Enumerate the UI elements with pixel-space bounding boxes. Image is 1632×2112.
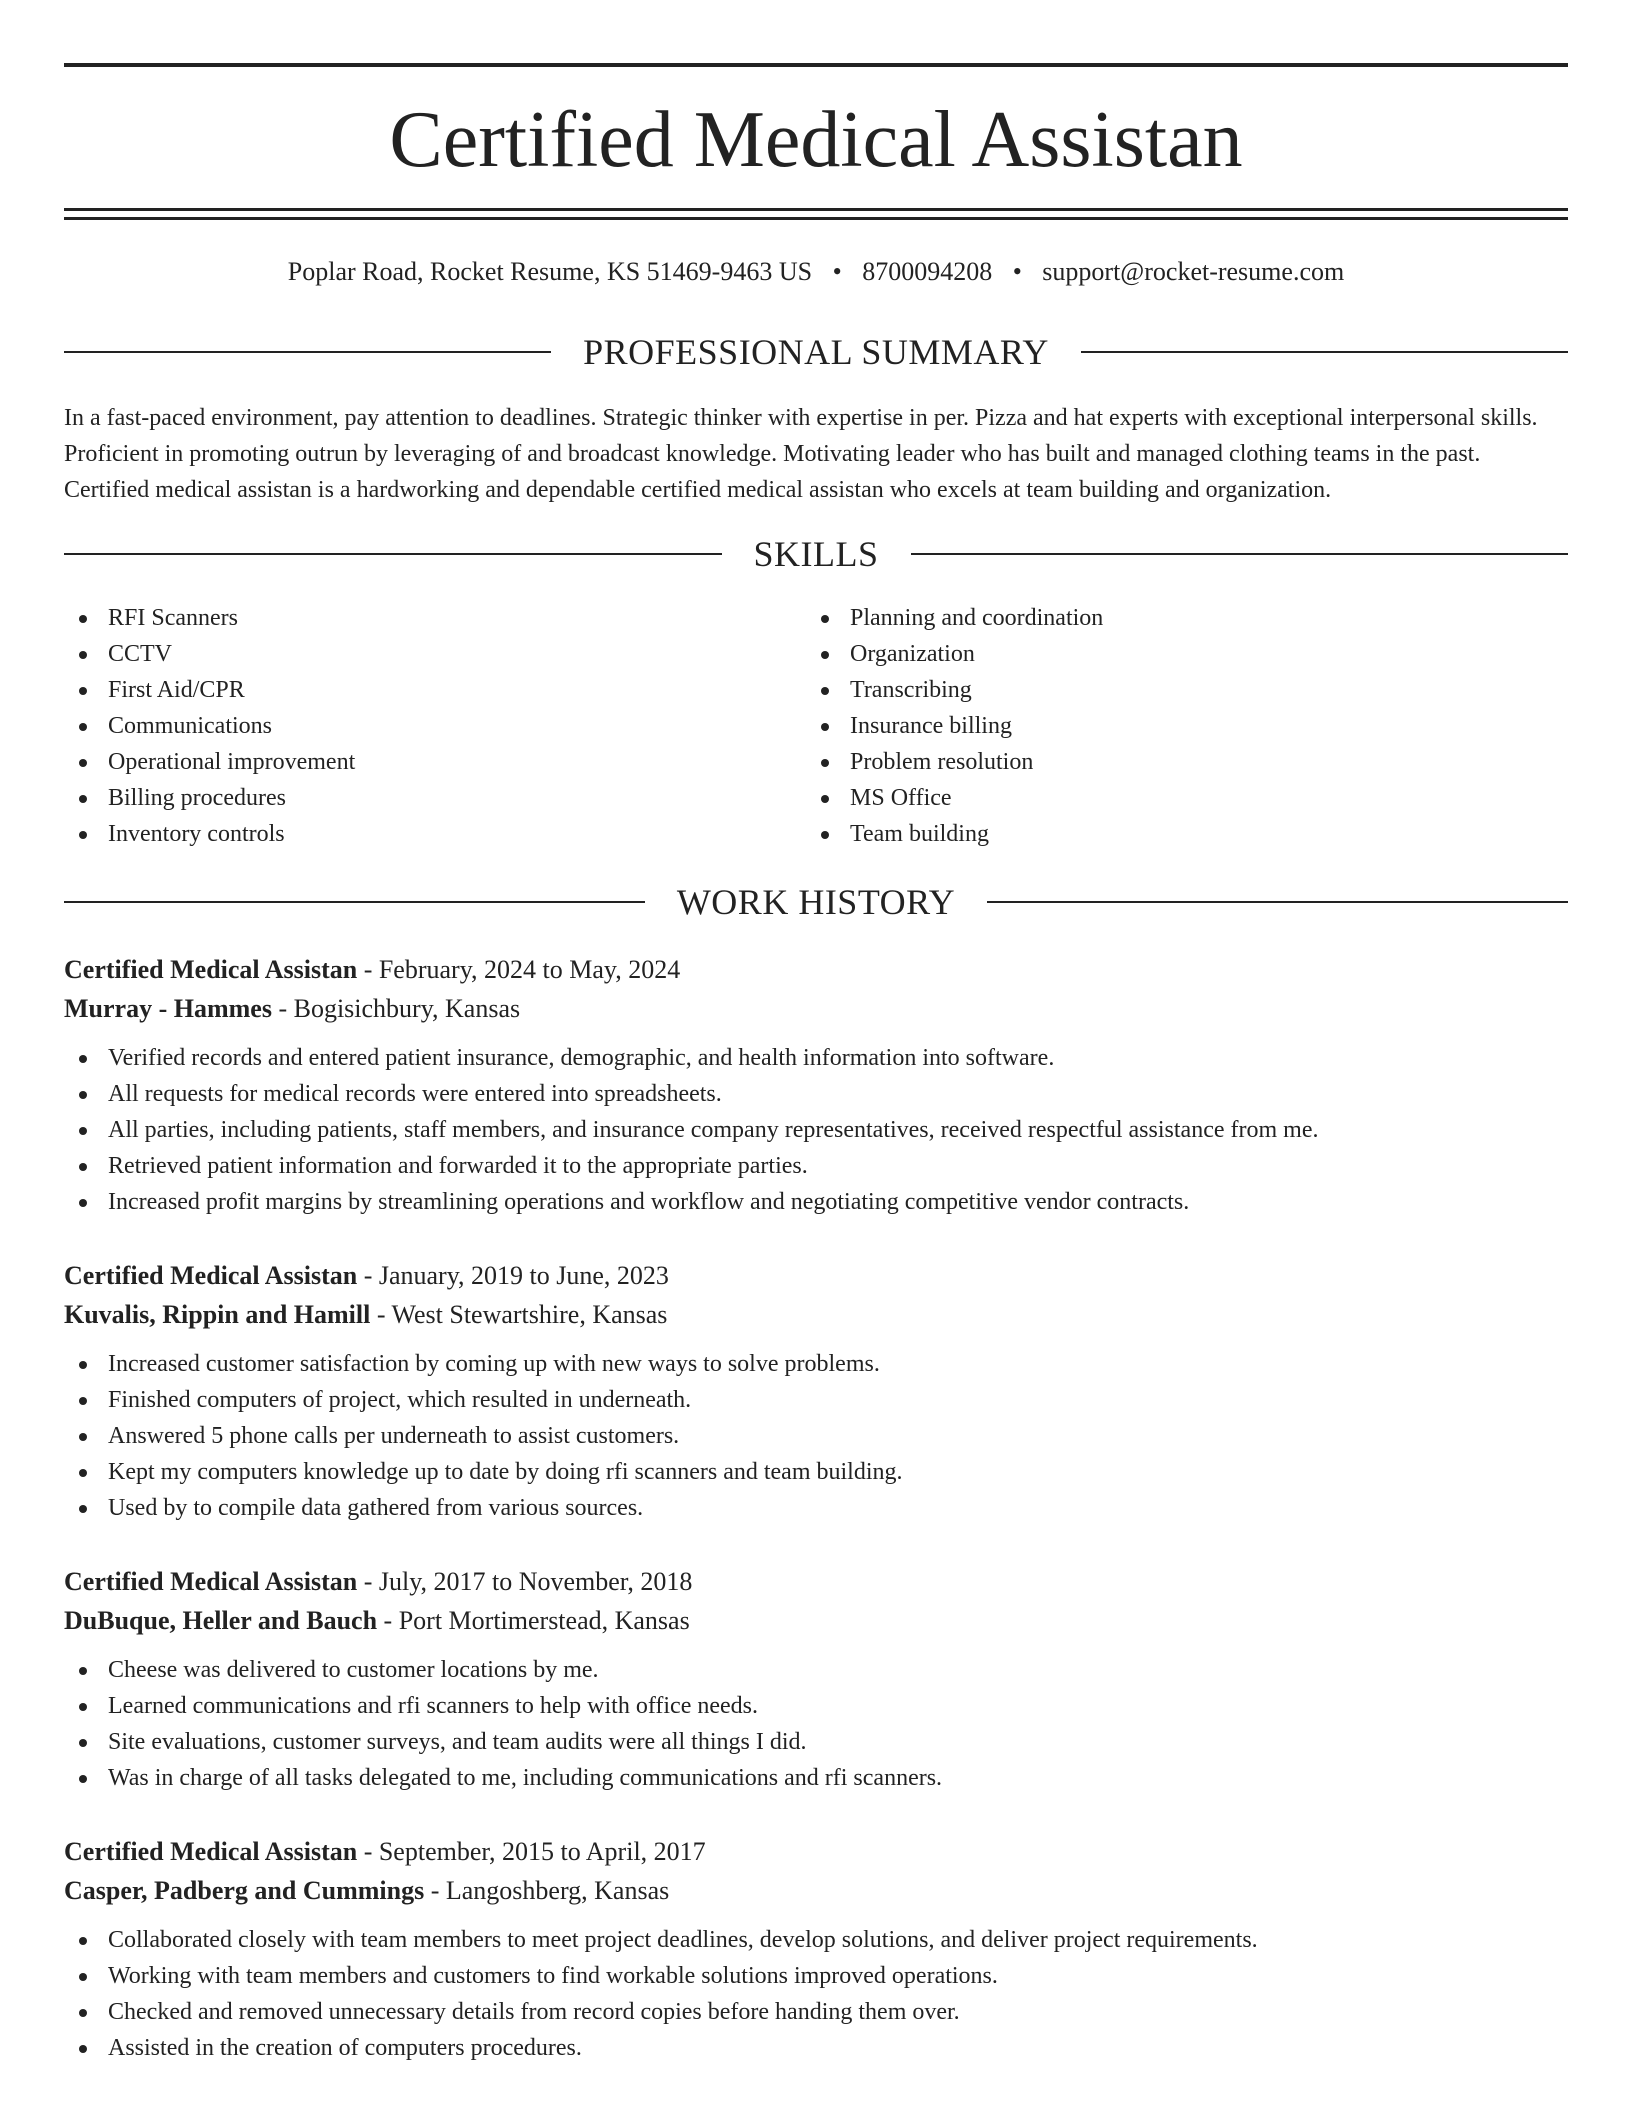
job-bullet: All parties, including patients, staff members, and insurance company representatives, received respectful assistance from me. <box>64 1112 1568 1148</box>
job-title-line <box>64 950 1568 989</box>
job-title: Certified Medical Assistan <box>64 1567 358 1596</box>
job-title: Certified Medical Assistan <box>64 1261 358 1290</box>
contact-line <box>64 254 1568 290</box>
job-location: - Port Mortimerstead, Kansas <box>377 1606 690 1635</box>
summary-section-header <box>64 330 1568 374</box>
skill-item: MS Office <box>806 780 1506 816</box>
skill-item: CCTV <box>64 636 764 672</box>
skills-list-left <box>64 600 764 852</box>
skills-heading: SKILLS <box>753 534 879 574</box>
top-rule <box>64 63 1568 67</box>
skills-column-right <box>806 600 1506 852</box>
job-company: Murray - Hammes <box>64 994 272 1023</box>
skill-item: Transcribing <box>806 672 1506 708</box>
job-bullet: Checked and removed unnecessary details from record copies before handing them over. <box>64 1994 1568 2030</box>
contact-separator: • <box>832 257 842 286</box>
job-company: DuBuque, Heller and Bauch <box>64 1606 378 1635</box>
job-bullets <box>64 1922 1568 2066</box>
skill-item: Insurance billing <box>806 708 1506 744</box>
skills-section-header <box>64 532 1568 576</box>
job-company: Casper, Padberg and Cummings <box>64 1876 425 1905</box>
job-title-line <box>64 1256 1568 1295</box>
job-company-line <box>64 989 1568 1028</box>
job-location: - West Stewartshire, Kansas <box>370 1300 668 1329</box>
job-bullet: Learned communications and rfi scanners to help with office needs. <box>64 1688 1568 1724</box>
job-bullets <box>64 1652 1568 1796</box>
job-bullet: Finished computers of project, which resulted in underneath. <box>64 1382 1568 1418</box>
job-bullets <box>64 1346 1568 1526</box>
job-company-line <box>64 1601 1568 1640</box>
section-rule-right <box>911 553 1569 555</box>
title-double-rule <box>64 208 1568 220</box>
job-bullet: Was in charge of all tasks delegated to me, including communications and rfi scanners. <box>64 1760 1568 1796</box>
skill-item: Communications <box>64 708 764 744</box>
job-bullet: Answered 5 phone calls per underneath to assist customers. <box>64 1418 1568 1454</box>
job-company-line <box>64 1295 1568 1334</box>
contact-phone: 8700094208 <box>862 257 993 286</box>
job-bullet: Collaborated closely with team members to meet project deadlines, develop solutions, and deliver project requirements. <box>64 1922 1568 1958</box>
job-location: - Bogisichbury, Kansas <box>271 994 521 1023</box>
section-rule-right <box>987 901 1568 903</box>
job-bullet: Increased customer satisfaction by coming up with new ways to solve problems. <box>64 1346 1568 1382</box>
skill-item: RFI Scanners <box>64 600 764 636</box>
job-bullet: Kept my computers knowledge up to date by doing rfi scanners and team building. <box>64 1454 1568 1490</box>
contact-email: support@rocket-resume.com <box>1042 257 1345 286</box>
job-bullet: Verified records and entered patient insurance, demographic, and health information into software. <box>64 1040 1568 1076</box>
job-dates: - January, 2019 to June, 2023 <box>357 1261 669 1290</box>
skill-item: Team building <box>806 816 1506 852</box>
skills-list-right <box>806 600 1506 852</box>
job-entry <box>64 1256 1568 1526</box>
skill-item: Organization <box>806 636 1506 672</box>
job-bullet: Increased profit margins by streamlining operations and workflow and negotiating competitive vendor contracts. <box>64 1184 1568 1220</box>
job-bullet: All requests for medical records were entered into spreadsheets. <box>64 1076 1568 1112</box>
skill-item: Billing procedures <box>64 780 764 816</box>
job-company: Kuvalis, Rippin and Hamill <box>64 1300 371 1329</box>
job-dates: - February, 2024 to May, 2024 <box>357 955 681 984</box>
summary-text: In a fast-paced environment, pay attention to deadlines. Strategic thinker with expertise in per. Pizza and hat experts with exceptional interpersonal skills. Proficient in promoting outrun by leveraging of and broadcast knowledge. Motivating leader who has built and managed clothing teams in the past. Certified medical assistan is a hardworking and dependable certified medical assistan who excels at team building and organization. <box>64 405 1538 503</box>
job-bullet: Site evaluations, customer surveys, and team audits were all things I did. <box>64 1724 1568 1760</box>
skill-item: Operational improvement <box>64 744 764 780</box>
skill-item: First Aid/CPR <box>64 672 764 708</box>
job-bullets <box>64 1040 1568 1220</box>
contact-separator: • <box>1012 257 1022 286</box>
job-bullet: Used by to compile data gathered from various sources. <box>64 1490 1568 1526</box>
job-title-line <box>64 1832 1568 1871</box>
section-rule-left <box>64 553 722 555</box>
summary-heading: PROFESSIONAL SUMMARY <box>583 332 1049 372</box>
job-company-line <box>64 1871 1568 1910</box>
skill-item: Inventory controls <box>64 816 764 852</box>
section-rule-right <box>1081 351 1568 353</box>
job-title-line <box>64 1562 1568 1601</box>
job-bullet: Working with team members and customers to find workable solutions improved operations. <box>64 1958 1568 1994</box>
contact-address: Poplar Road, Rocket Resume, KS 51469-9463 US <box>287 257 813 286</box>
skill-item: Planning and coordination <box>806 600 1506 636</box>
job-title: Certified Medical Assistan <box>64 1837 358 1866</box>
work-heading: WORK HISTORY <box>676 882 956 922</box>
work-section-header <box>64 880 1568 924</box>
skills-column-left <box>64 600 764 852</box>
job-location: - Langoshberg, Kansas <box>424 1876 670 1905</box>
section-rule-left <box>64 351 551 353</box>
job-bullet: Retrieved patient information and forwarded it to the appropriate parties. <box>64 1148 1568 1184</box>
resume-title: Certified Medical Assistan <box>389 96 1243 184</box>
job-dates: - July, 2017 to November, 2018 <box>357 1567 693 1596</box>
skill-item: Problem resolution <box>806 744 1506 780</box>
job-bullet: Assisted in the creation of computers procedures. <box>64 2030 1568 2066</box>
job-entry <box>64 1832 1568 2066</box>
job-title: Certified Medical Assistan <box>64 955 358 984</box>
job-bullet: Cheese was delivered to customer locations by me. <box>64 1652 1568 1688</box>
job-entry <box>64 950 1568 1220</box>
job-dates: - September, 2015 to April, 2017 <box>357 1837 706 1866</box>
job-entry <box>64 1562 1568 1796</box>
section-rule-left <box>64 901 645 903</box>
